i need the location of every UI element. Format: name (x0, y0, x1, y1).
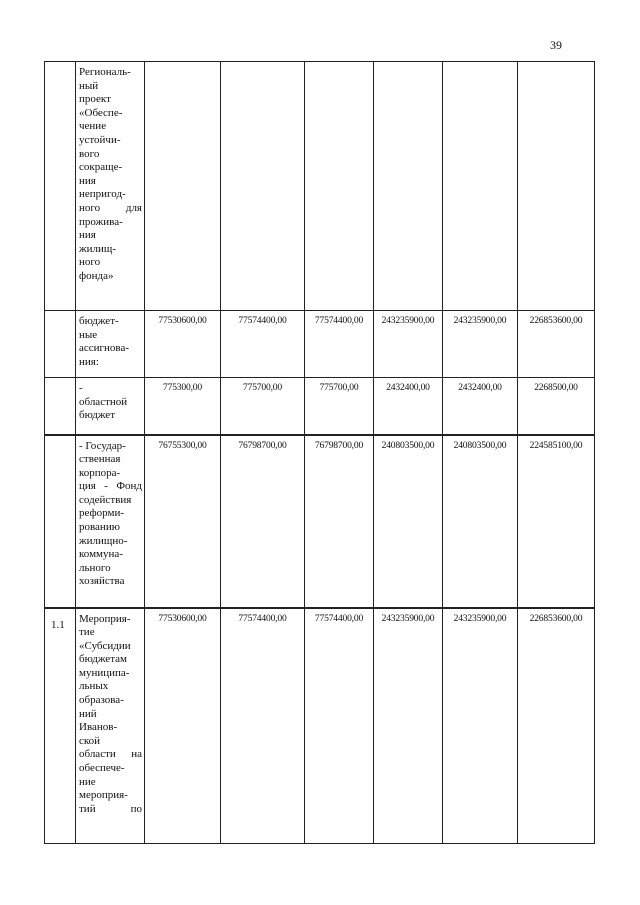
row-name-cell (76, 608, 145, 844)
row-name-line: вого (79, 147, 100, 160)
row-name-line: ные (79, 328, 98, 341)
value-cell: 226853600,00 (518, 311, 595, 378)
value-cell: 77574400,00 (305, 311, 374, 378)
value-cell: 2268500,00 (518, 378, 595, 435)
row-name-line: ция - Фонд (79, 480, 142, 493)
table-row (45, 311, 595, 378)
value-cell (221, 62, 305, 311)
value-cell: 243235900,00 (374, 608, 443, 844)
row-name-line: проживa- (79, 215, 123, 228)
value-cell: 240803500,00 (443, 435, 518, 608)
row-name-line: ния (79, 229, 96, 242)
value-cell: 243235900,00 (443, 311, 518, 378)
row-name-line: ный (79, 79, 99, 92)
value-cell (145, 62, 221, 311)
row-name-line: корпора- (79, 466, 121, 479)
row-name-cell (76, 311, 145, 378)
row-name-line: устойчи- (79, 133, 121, 146)
value-cell (374, 62, 443, 311)
row-name-cell (76, 62, 145, 311)
value-cell: 2432400,00 (443, 378, 518, 435)
row-index-cell (45, 378, 76, 435)
row-index-cell (45, 62, 76, 311)
row-name-line: обеспече- (79, 762, 125, 775)
value-cell (443, 62, 518, 311)
row-name-line: Региональ- (79, 66, 131, 78)
value-cell: 77530600,00 (145, 311, 221, 378)
value-cell: 775300,00 (145, 378, 221, 435)
row-name-line: коммуна- (79, 548, 123, 561)
row-index-cell (45, 435, 76, 608)
row-name-line: реформи- (79, 507, 124, 520)
value-cell: 243235900,00 (374, 311, 443, 378)
value-cell: 77574400,00 (221, 311, 305, 378)
row-index-cell: 1.1 (45, 608, 76, 844)
row-name-cell (76, 435, 145, 608)
row-name-line: Иванов- (79, 721, 118, 734)
row-name-line: льного (79, 561, 111, 574)
row-name-line: ного (79, 256, 101, 269)
row-name-line: муниципа- (79, 666, 130, 679)
row-name-line: ние (79, 775, 96, 788)
row-name-line: льных (79, 680, 109, 693)
row-name-line: «Субсидии (79, 639, 131, 652)
row-name-line: бюджет (79, 409, 115, 422)
row-name-line: ния (79, 174, 96, 187)
value-cell: 226853600,00 (518, 608, 595, 844)
row-name-line: сокраще- (79, 161, 123, 174)
row-name-line: жилищно- (79, 534, 128, 547)
value-cell: 77574400,00 (221, 608, 305, 844)
table-row (45, 608, 595, 844)
row-name-line: Мероприя- (79, 612, 131, 625)
row-name-line: ний (79, 707, 97, 720)
row-name-line: - (79, 382, 83, 394)
row-name-line: тие (79, 626, 95, 639)
value-cell: 224585100,00 (518, 435, 595, 608)
row-name-line: областной (79, 395, 128, 408)
row-name-line: - Государ- (79, 439, 126, 452)
row-name-cell (76, 378, 145, 435)
value-cell: 76798700,00 (305, 435, 374, 608)
table-row (45, 435, 595, 608)
value-cell: 240803500,00 (374, 435, 443, 608)
row-name-line: бюджетам (79, 653, 127, 666)
row-name-line: ассигнова- (79, 342, 130, 355)
row-name-line: содействия (79, 493, 132, 506)
row-name-line: непригод- (79, 188, 126, 201)
row-name-line: мероприя- (79, 789, 128, 802)
row-name-line: рованию (79, 521, 120, 534)
value-cell: 775700,00 (221, 378, 305, 435)
value-cell: 76798700,00 (221, 435, 305, 608)
value-cell (518, 62, 595, 311)
row-name-line: ния: (79, 355, 99, 368)
table-row (45, 62, 595, 311)
row-name-line: тий по (79, 802, 142, 815)
row-name-line: ской (79, 734, 101, 747)
row-name-line: жилищ- (79, 242, 116, 255)
value-cell (305, 62, 374, 311)
row-name-line: ственная (79, 453, 121, 466)
row-name-line: ного для (79, 201, 142, 214)
table-row (45, 378, 595, 435)
row-name-line: чение (79, 120, 107, 133)
value-cell: 77530600,00 (145, 608, 221, 844)
value-cell: 2432400,00 (374, 378, 443, 435)
budget-table (44, 61, 595, 844)
row-name-line: области на (79, 748, 142, 761)
row-name-line: проект (79, 93, 111, 106)
row-name-line: хозяйства (79, 575, 125, 588)
value-cell: 76755300,00 (145, 435, 221, 608)
row-index-cell (45, 311, 76, 378)
row-name-line: фонда» (79, 269, 114, 282)
value-cell: 243235900,00 (443, 608, 518, 844)
row-name-line: «Обеспе- (79, 106, 123, 119)
row-name-line: бюджет- (79, 315, 119, 327)
value-cell: 775700,00 (305, 378, 374, 435)
value-cell: 77574400,00 (305, 608, 374, 844)
row-name-line: образова- (79, 694, 124, 707)
page-number: 39 (550, 38, 562, 52)
